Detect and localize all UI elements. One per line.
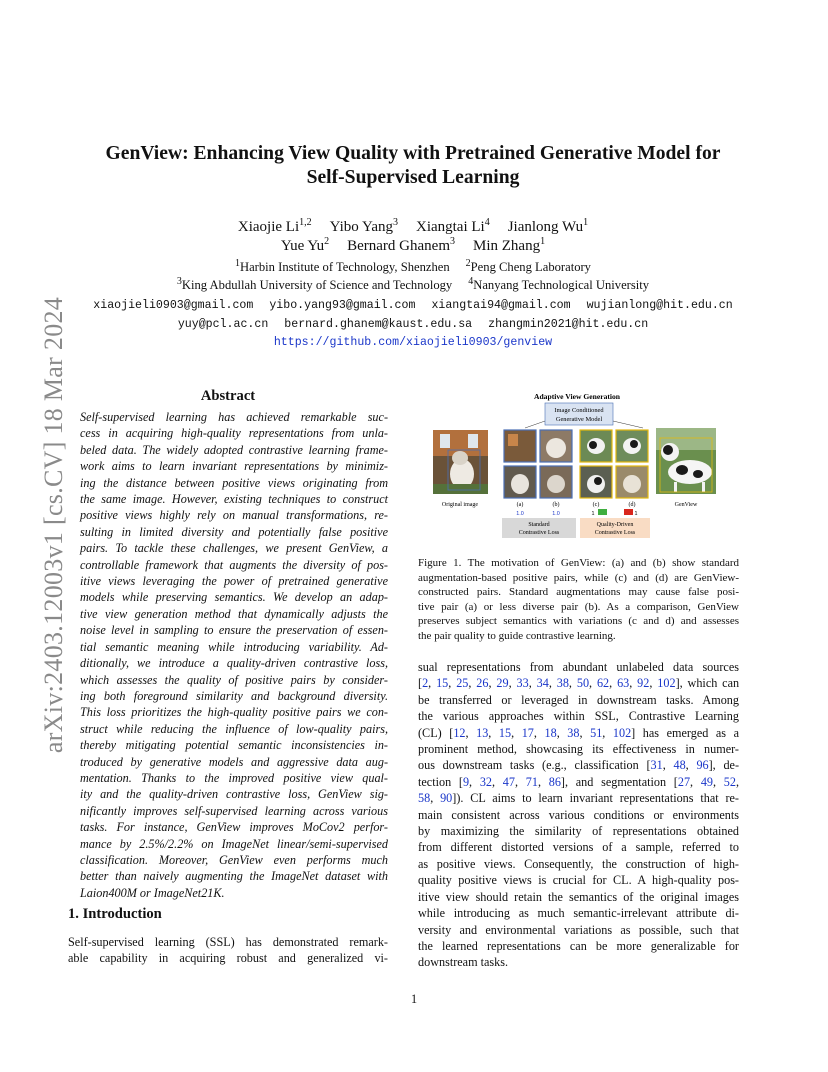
intro-line: Self-supervised learning (SSL) has demonstrated remark-: [68, 935, 388, 949]
page-number: 1: [410, 992, 418, 1006]
citation-link[interactable]: 71: [525, 774, 538, 789]
body-line: main consistent across various conditions or environments: [418, 807, 739, 822]
arxiv-side-stamp: arXiv:2403.12003v1 [cs.CV] 18 Mar 2024: [39, 296, 68, 754]
authors-block: [60, 218, 766, 256]
score-b: 1.0: [552, 511, 560, 517]
citation-link[interactable]: 17: [521, 725, 534, 740]
citation-link[interactable]: 2: [422, 676, 429, 691]
abstract-line: cess in acquiring high-quality representations from unla-: [80, 426, 388, 441]
author-name: Yibo Yang$^3$: [329, 217, 398, 235]
citation-link[interactable]: 31: [650, 758, 663, 773]
body-line: 58, 90]). CL aims to learn invariant representations that re-: [418, 791, 739, 806]
authors-line-1: [60, 218, 766, 237]
citation-link[interactable]: 13: [476, 725, 489, 740]
view-d: [616, 430, 648, 498]
citation-link[interactable]: 48: [673, 758, 686, 773]
standard-loss-label-1: Standard: [528, 522, 550, 528]
view-a: [504, 430, 536, 498]
abstract-line: ing both foreground similarity and background diversity.: [80, 688, 388, 703]
intro-line: able capability in acquiring robust and generalized vi-: [68, 951, 388, 966]
email-address[interactable]: xiaojieli0903@gmail.com: [93, 299, 254, 312]
affiliation-mark: 3: [176, 275, 182, 287]
author-name: Xiaojie Li$^{1,2}$: [237, 217, 312, 235]
citation-link[interactable]: 50: [576, 676, 590, 691]
score-d-low-bar: [624, 509, 633, 515]
affiliation: $^4$Nanyang Technological University: [468, 275, 650, 292]
author-affiliation-mark: 4: [484, 217, 490, 228]
citation-link[interactable]: 62: [596, 676, 610, 691]
figure-1-caption: [418, 556, 739, 644]
citation-link[interactable]: 25: [456, 676, 469, 691]
affiliation: $^3$King Abdullah University of Science and Technology: [176, 275, 453, 292]
score-d: 1: [634, 511, 638, 517]
title-line-2: Self-Supervised Learning: [306, 167, 520, 188]
label-a: (a): [516, 502, 524, 508]
svg-text:1.0: [552, 511, 560, 517]
abstract-line: Self-supervised learning has achieved remarkable suc-: [80, 410, 388, 424]
citation-link[interactable]: 15: [436, 676, 449, 691]
citation-link[interactable]: 58: [418, 791, 431, 806]
abstract-line: Laion400M or ImageNet21K.: [80, 885, 225, 900]
abstract-line: tive view generation method that dynamically adjusts the: [80, 606, 388, 621]
right-column-body: [418, 659, 739, 971]
author-affiliation-mark: 3: [450, 236, 455, 247]
body-line: [2, 15, 25, 26, 29, 33, 34, 38, 50, 62, 63, 92, 102], which can: [418, 676, 740, 691]
abstract-line: itive views leveraging the power of pretrained generative: [80, 574, 388, 589]
abstract-line: beled data. The widely adopted contrastive learning frame-: [80, 442, 388, 457]
body-line: the learned representations can be more generalizable for: [418, 938, 739, 953]
score-c-high-bar: [598, 509, 607, 515]
introduction-heading: 1. Introduction: [68, 906, 162, 922]
abstract-line: noise level in sampling to ensure the preservation of essen-: [80, 623, 388, 638]
body-line: quality positive views is crucial for CL. A high-quality pos-: [418, 873, 739, 888]
abstract-line: mentation. Thanks to the improved positive view qual-: [80, 770, 388, 785]
citation-link[interactable]: 15: [498, 725, 512, 740]
citation-link[interactable]: 29: [496, 676, 509, 691]
citation-link[interactable]: 38: [567, 725, 580, 740]
affiliations-line-2: [60, 277, 766, 293]
abstract-line: better than naively augmenting the ImageNet dataset with: [80, 869, 388, 884]
genview-image: [656, 428, 716, 494]
author-name: Xiangtai Li$^4$: [415, 217, 490, 235]
abstract-line: models while preserving semantics. We develop an adap-: [80, 590, 388, 605]
body-line: from different distorted versions of a sample, referred to: [418, 840, 739, 855]
citation-link[interactable]: 52: [723, 774, 736, 789]
caption-line: Figure 1. The motivation of GenView: (a) and (b) show standard: [418, 557, 739, 569]
citation-link[interactable]: 96: [696, 758, 709, 773]
generative-model-label-2: Generative Model: [555, 416, 603, 423]
title-line-1: GenView: Enhancing View Quality with Pretrained Generative Model for: [105, 143, 721, 164]
abstract-heading: Abstract: [200, 388, 256, 404]
paper-title: [60, 142, 766, 190]
figure-1: [430, 388, 730, 548]
affiliations-line-1: [60, 259, 766, 275]
abstract-line: tasks. For instance, GenView improves MoCov2 perfor-: [80, 820, 388, 835]
caption-line: constructed pairs. Standard augmentations may cause false posi-: [418, 586, 739, 599]
abstract-line: work aims to learn invariant representations by minimiz-: [80, 459, 388, 474]
emails-line-2: [40, 317, 786, 333]
abstract-line: struct while reducing the influence of low-quality pairs,: [80, 721, 388, 736]
affiliation-mark: 2: [465, 257, 471, 269]
abstract-line: ing the distance between positive views originating from: [80, 475, 388, 490]
score-c: 1: [591, 511, 595, 517]
abstract-line: nificantly improves self-supervised learning across various: [80, 803, 388, 818]
citation-link[interactable]: 34: [536, 676, 549, 691]
citation-link[interactable]: 102: [657, 676, 676, 691]
author-name: Jianlong Wu$^1$: [507, 217, 589, 235]
authors-line-2: [60, 237, 766, 256]
body-line: (CL) [12, 13, 15, 17, 18, 38, 51, 102] has emerged as a: [418, 725, 740, 740]
body-line: be transferred or leveraged in downstream tasks. Among: [418, 692, 739, 707]
abstract-line: mance by 2.5%/2.2% on ImageNet linear/semi-supervised: [80, 836, 388, 851]
label-c: (c): [592, 502, 600, 508]
abstract-line: ity and the quality-driven contrastive loss, GenView sig-: [80, 787, 388, 802]
citation-link[interactable]: 12: [453, 725, 466, 740]
caption-line: augmentation-based positive pairs, while (c) and (d) are GenView-: [418, 571, 739, 584]
citation-link[interactable]: 32: [479, 774, 493, 789]
citation-link[interactable]: 51: [590, 725, 603, 740]
abstract-line: positive views highly rely on manual transformations, re-: [80, 508, 388, 523]
body-line: versity and environmental variations as possible, such that: [418, 922, 739, 937]
generative-model-label-1: Image Conditioned: [554, 407, 604, 414]
view-b: [540, 430, 572, 498]
citation-link[interactable]: 92: [637, 676, 650, 691]
body-line: itive view should retain the semantics of the original images: [418, 889, 739, 904]
author-name: Bernard Ghanem$^3$: [347, 236, 455, 254]
emails-line-1: [40, 298, 786, 314]
abstract-line: ditionally, we introduce a quality-driven contrastive loss,: [80, 656, 388, 671]
body-line: while introducing as much semantic-irrelevant attribute di-: [418, 906, 739, 921]
abstract-text: [68, 409, 388, 901]
affiliation: $^1$Harbin Institute of Technology, Shenzhen: [235, 257, 450, 274]
affiliation-mark: 4: [468, 275, 474, 287]
standard-loss-label-2: Contrastive Loss: [518, 530, 560, 536]
citation-link[interactable]: 27: [677, 774, 691, 789]
author-affiliation-mark: 1,2: [299, 217, 312, 228]
email-address[interactable]: yuy@pcl.ac.cn: [177, 318, 269, 331]
citation-link[interactable]: 47: [502, 774, 515, 789]
citation-link[interactable]: 18: [544, 725, 557, 740]
abstract-line: which assesses the quality of positive pairs by consider-: [80, 672, 388, 687]
body-line: as positive views. Consequently, the construction of high-: [418, 856, 739, 871]
label-d: (d): [628, 502, 636, 508]
email-address[interactable]: yibo.yang93@gmail.com: [269, 299, 416, 312]
affiliation-mark: 1: [235, 257, 240, 269]
abstract-line: troduced by generative models and aggressive data aug-: [80, 754, 388, 769]
view-c: [580, 430, 612, 498]
abstract-line: sulting in limited diversity and potentially false positive: [80, 524, 388, 539]
email-address[interactable]: bernard.ghanem@kaust.edu.sa: [284, 318, 473, 331]
author-affiliation-mark: 1: [583, 217, 589, 228]
citation-link[interactable]: 49: [700, 774, 714, 789]
author-name: Yue Yu$^2$: [280, 236, 330, 254]
abstract-line: pairs. To tackle these challenges, we present GenView, a: [80, 541, 388, 556]
label-genview: GenView: [674, 502, 698, 508]
email-address[interactable]: wujianlong@hit.edu.cn: [586, 299, 733, 312]
score-a: 1.0: [516, 511, 524, 517]
author-affiliation-mark: 3: [392, 217, 398, 228]
citation-link[interactable]: 63: [617, 676, 630, 691]
citation-link[interactable]: 86: [548, 774, 561, 789]
github-link[interactable]: https://github.com/xiaojieli0903/genview: [273, 336, 553, 349]
caption-line: tive pair (a) or less diverse pair (b). As a comparison, GenView: [418, 600, 739, 613]
abstract-line: This loss prioritizes the high-quality positive pairs we con-: [80, 705, 388, 720]
original-image: [433, 430, 488, 494]
svg-text:1.0: [516, 511, 524, 517]
introduction-text: [68, 934, 388, 967]
citation-link[interactable]: 102: [612, 725, 632, 740]
body-line: downstream tasks.: [418, 955, 509, 970]
citation-link[interactable]: 90: [440, 791, 453, 806]
author-affiliation-mark: 1: [540, 236, 546, 247]
author-name: Min Zhang$^1$: [473, 236, 546, 254]
citation-link[interactable]: 26: [476, 676, 489, 691]
caption-line: the pair quality to guide contrastive learning.: [418, 629, 616, 642]
github-link-row: [40, 335, 786, 351]
abstract-line: tial semantic meaning while introducing variability. Ad-: [80, 639, 388, 654]
svg-text:1: [635, 511, 638, 517]
abstract-line: thereby mitigating potential semantic inconsistencies in-: [80, 738, 388, 753]
abstract-line: the same image. However, existing techniques to construct: [80, 492, 388, 507]
quality-loss-label-2: Contrastive Loss: [594, 530, 636, 536]
abstract-line: controllable framework that augments the diversity of pos-: [80, 557, 388, 572]
label-original-image: Original image: [441, 502, 479, 508]
email-address[interactable]: zhangmin2021@hit.edu.cn: [488, 318, 649, 331]
body-line: prominent method, showcasing its effectiveness in numer-: [418, 742, 739, 757]
citation-link[interactable]: 33: [516, 676, 529, 691]
author-affiliation-mark: 2: [324, 236, 330, 247]
affiliation: $^2$Peng Cheng Laboratory: [465, 257, 591, 274]
svg-text:1: [592, 511, 595, 517]
citation-link[interactable]: 9: [462, 774, 470, 789]
body-line: by maximizing the similarity of representations obtained: [418, 824, 739, 839]
body-line: tection [9, 32, 47, 71, 86], and segmentation [27, 49, 52,: [418, 774, 740, 789]
abstract-line: classification. Moreover, GenView even performs much: [80, 852, 388, 867]
caption-line: preserves subject semantics with variations (c and d) and assesses: [418, 615, 739, 628]
body-line: ous downstream tasks (e.g., classification [31, 48, 96], de-: [418, 758, 740, 773]
citation-link[interactable]: 38: [556, 676, 569, 691]
figure-title: Adaptive View Generation: [533, 392, 621, 401]
body-line: the various approaches within SSL, Contrastive Learning: [418, 709, 739, 724]
body-line: sual representations from abundant unlabeled data sources: [418, 660, 739, 674]
email-address[interactable]: xiangtai94@gmail.com: [431, 299, 571, 312]
quality-loss-label-1: Quality-Driven: [596, 522, 634, 528]
label-b: (b): [552, 502, 560, 508]
